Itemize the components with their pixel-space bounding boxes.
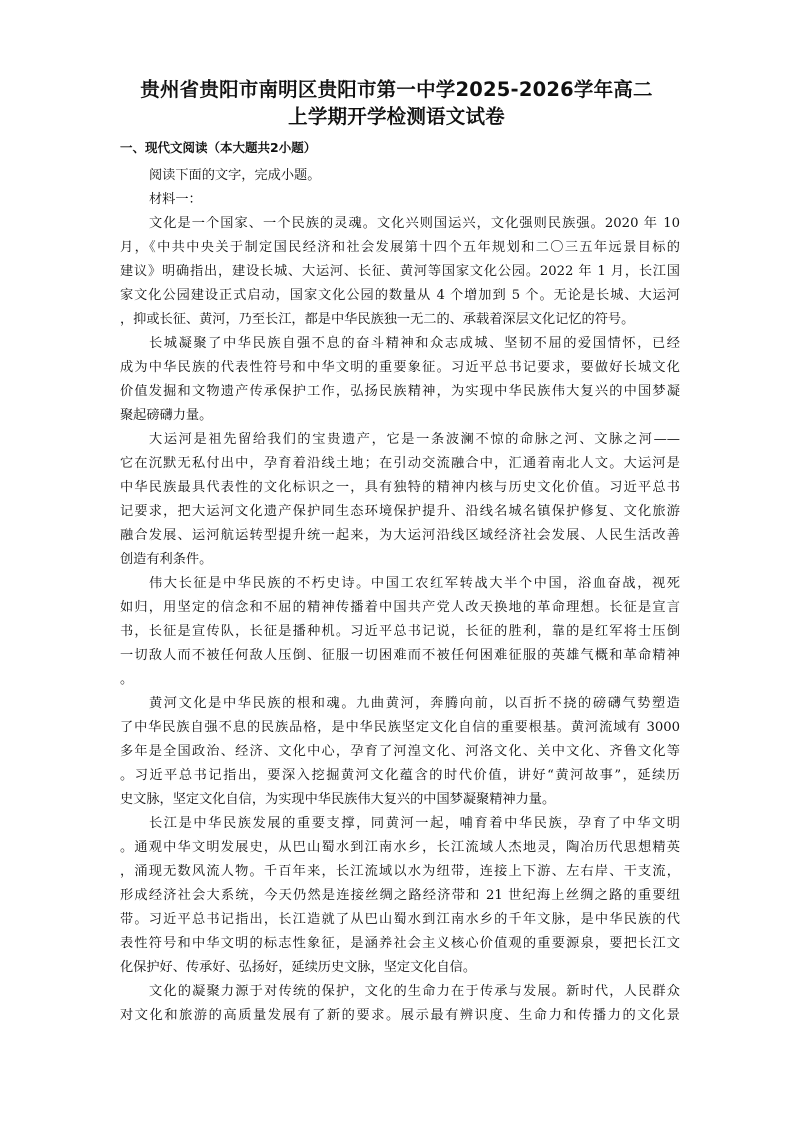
passage-line: 聚起磅礴力量。 (120, 408, 213, 423)
passage-line: 形成经济社会大系统，今天仍然是连接丝绸之路经济带和 21 世纪海上丝绸之路的重要纽 (120, 888, 680, 903)
passage-line: 。习近平总书记指出，要深入挖掘黄河文化蕴含的时代价值，讲好“黄河故事”，延续历 (120, 768, 680, 783)
passage-line: 大运河是祖先留给我们的宝贵遗产，它是一条波澜不惊的命脉之河、文脉之河—— (149, 432, 680, 447)
passage-line: 中华民族最具代表性的文化标识之一，具有独特的精神内核与历史文化价值。习近平总书 (120, 480, 680, 495)
passage-line: 建议》明确指出，建设长城、大运河、长征、黄河等国家文化公园。2022 年 1 月，长江国 (120, 264, 680, 279)
passage-line: 长江是中华民族发展的重要支撑，同黄河一起，哺育着中华民族，孕育了中华文明 (149, 816, 680, 831)
passage-line: 文化的凝聚力源于对传统的保护，文化的生命力在于传承与发展。新时代，人民群众 (149, 984, 680, 999)
passage-line: 带。习近平总书记指出，长江造就了从巴山蜀水到江南水乡的千年文脉，是中华民族的代 (120, 912, 680, 927)
passage-line: 。通观中华文明发展史，从巴山蜀水到江南水乡，长江流域人杰地灵，陶冶历代思想精英 (120, 840, 680, 855)
passage-line: 家文化公园建设正式启动，国家文化公园的数量从 4 个增加到 5 个。无论是长城、大运河 (120, 288, 680, 303)
passage-line: 一切敌人而不被任何敌人压倒、征服一切困难而不被任何困难征服的英雄气概和革命精神 (120, 648, 680, 663)
passage-line: 化保护好、传承好、弘扬好，延续历史文脉，坚定文化自信。 (120, 960, 477, 975)
passage-line: ，涌现无数风流人物。千百年来，长江流域以水为纽带，连接上下游、左右岸、干支流， (120, 864, 680, 879)
section-heading: 一、现代文阅读（本大题共2小题） (120, 140, 317, 155)
title-line-1: 贵州省贵阳市南明区贵阳市第一中学2025-2026学年高二 (140, 78, 653, 101)
passage-line: 记要求，把大运河文化遗产保护同生态环境保护提升、沿线名城名镇保护修复、文化旅游 (120, 504, 680, 519)
passage-line: 表性符号和中华文明的标志性象征，是涵养社会主义核心价值观的重要源泉，要把长江文 (120, 936, 680, 951)
passage-line: 如归，用坚定的信念和不屈的精神传播着中国共产党人改天换地的革命理想。长征是宣言 (120, 600, 680, 615)
passage-line: 文化是一个国家、一个民族的灵魂。文化兴则国运兴，文化强则民族强。2020 年 10 (149, 216, 680, 231)
passage-line: 阅读下面的文字，完成小题。 (149, 168, 321, 183)
passage-line: 材料一： (149, 192, 202, 207)
document-title (100, 76, 693, 130)
passage-line: 它在沉默无私付出中，孕育着沿线土地；在引动交流融合中，汇通着南北人文。大运河是 (120, 456, 680, 471)
passage-line: ，抑或长征、黄河，乃至长江，都是中华民族独一无二的、承载着深层文化记忆的符号。 (120, 312, 635, 327)
passage-line: 价值发掘和文物遗产传承保护工作，弘扬民族精神，为实现中华民族伟大复兴的中国梦凝 (120, 384, 680, 399)
passage-line: 创造有利条件。 (120, 552, 213, 567)
passage-line: 多年是全国政治、经济、文化中心，孕育了河湟文化、河洛文化、关中文化、齐鲁文化等 (120, 744, 680, 759)
passage-line: 融合发展、运河航运转型提升统一起来，为大运河沿线区域经济社会发展、人民生活改善 (120, 528, 680, 543)
passage-line: 书，长征是宣传队，长征是播种机。习近平总书记说，长征的胜利，靠的是红军将士压倒 (120, 624, 680, 639)
passage-line: 长城凝聚了中华民族自强不息的奋斗精神和众志成城、坚韧不屈的爱国情怀，已经 (149, 336, 680, 351)
passage-line: 史文脉，坚定文化自信，为实现中华民族伟大复兴的中国梦凝聚精神力量。 (120, 792, 556, 807)
passage-line: 了中华民族自强不息的民族品格，是中华民族坚定文化自信的重要根基。黄河流域有 3000 (120, 720, 680, 735)
passage-line: 伟大长征是中华民族的不朽史诗。中国工农红军转战大半个中国，浴血奋战，视死 (149, 576, 680, 591)
passage-line: 月，《中共中央关于制定国民经济和社会发展第十四个五年规划和二〇三五年远景目标的 (120, 240, 680, 255)
title-line-2: 上学期开学检测语文试卷 (288, 105, 505, 128)
passage-line: 对文化和旅游的高质量发展有了新的要求。展示最有辨识度、生命力和传播力的文化景 (120, 1008, 680, 1023)
passage-line: 成为中华民族的代表性符号和中华文明的重要象征。习近平总书记要求，要做好长城文化 (120, 360, 680, 375)
reading-passage (120, 164, 680, 1028)
passage-line: 。 (120, 672, 134, 687)
passage-line: 黄河文化是中华民族的根和魂。九曲黄河，奔腾向前，以百折不挠的磅礴气势塑造 (149, 696, 680, 711)
